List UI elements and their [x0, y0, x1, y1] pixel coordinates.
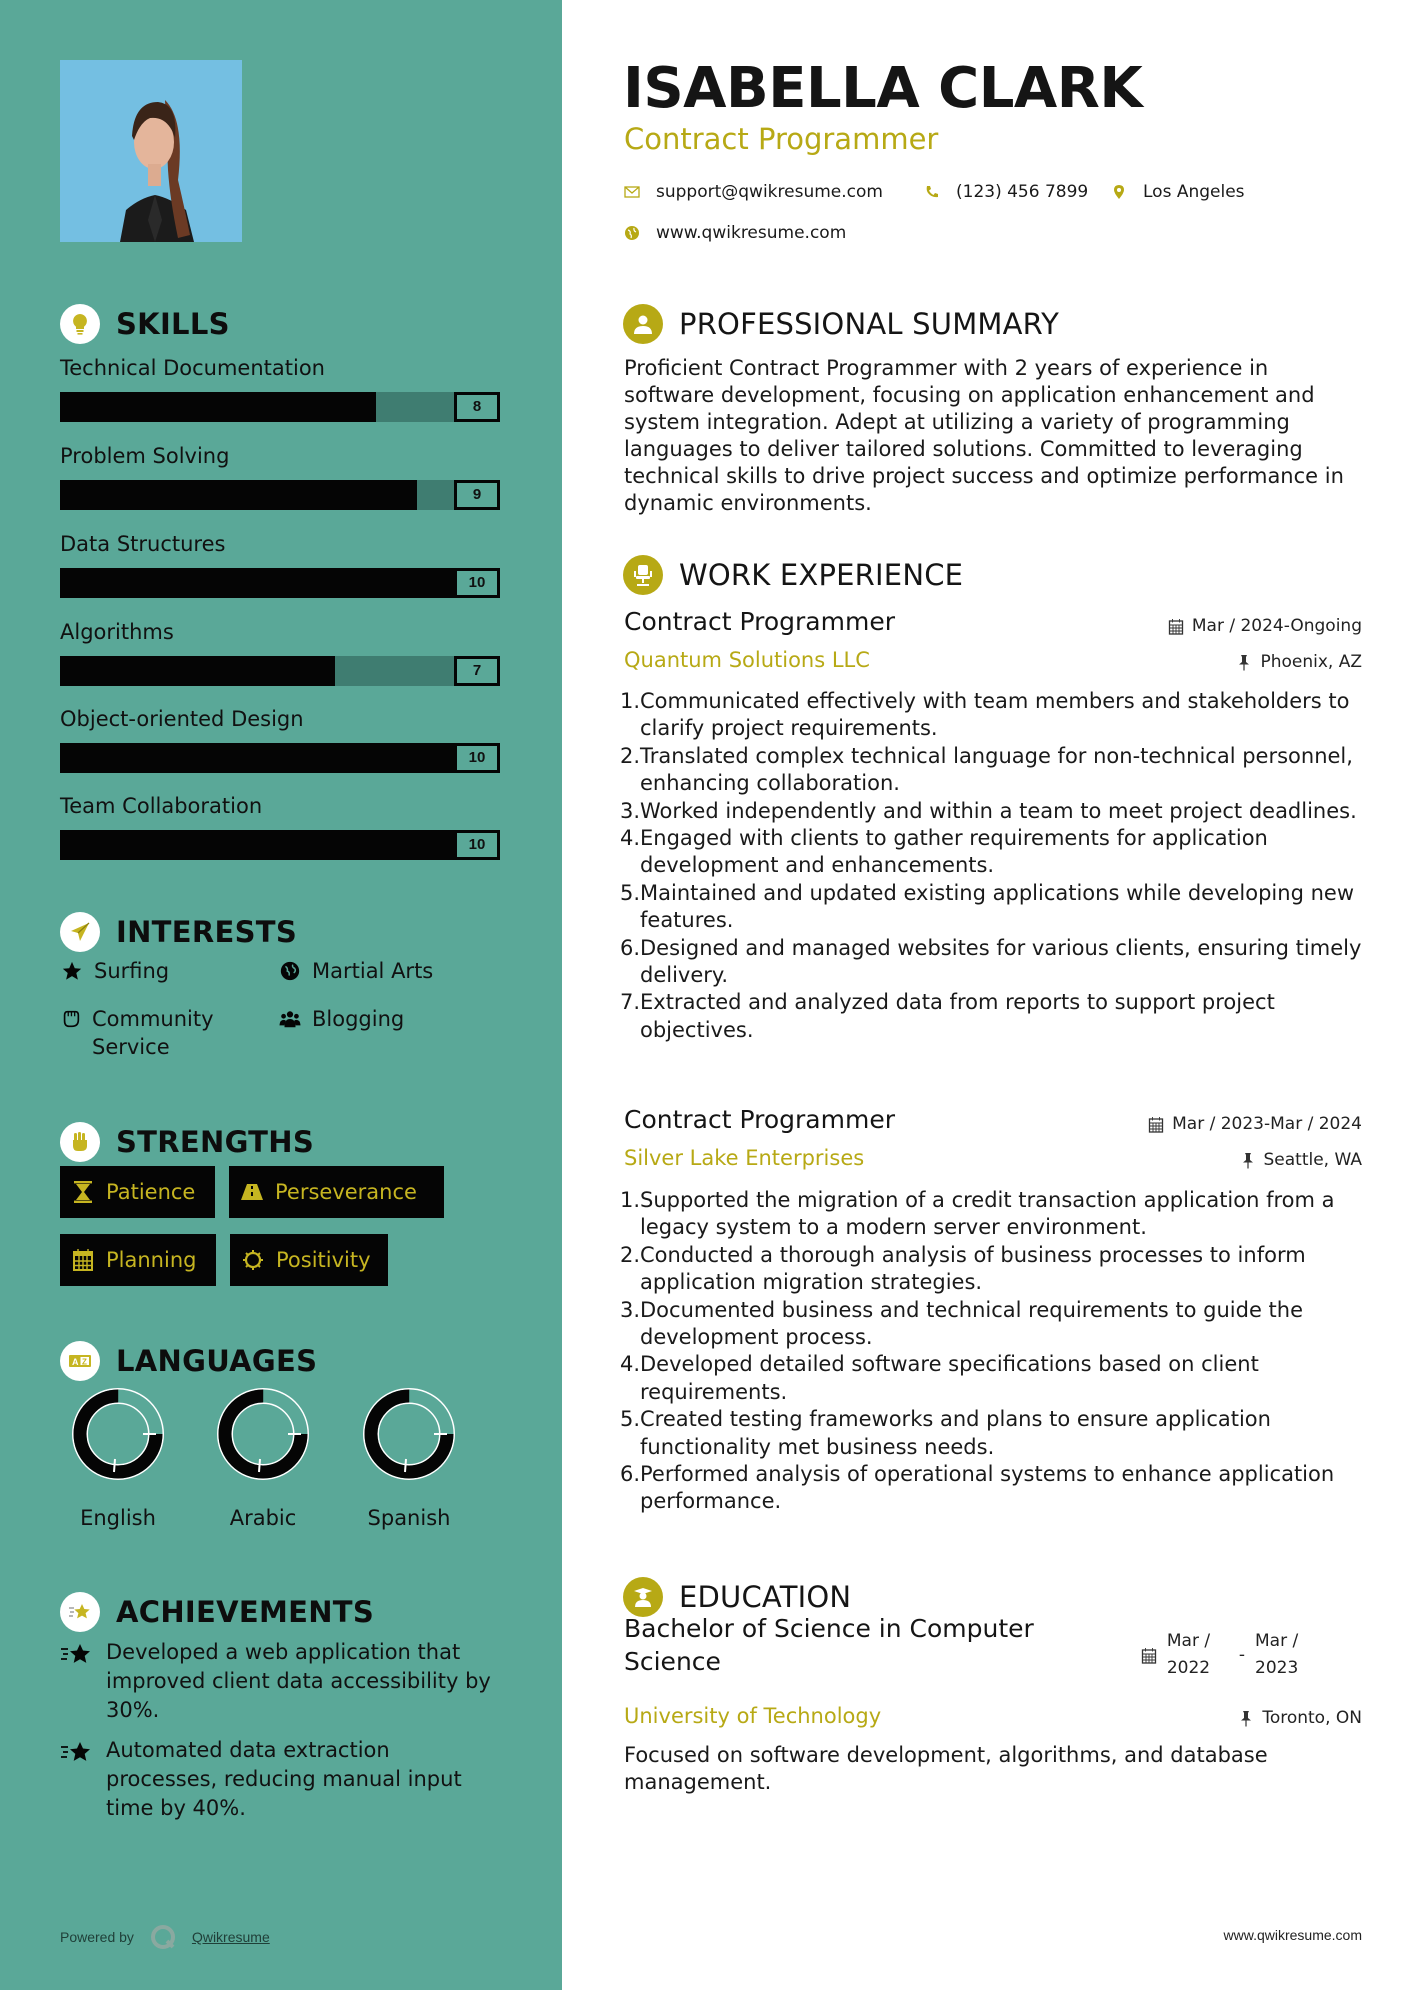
strength-label: Positivity [276, 1248, 371, 1272]
duty-text: Performed analysis of operational systems to enhance application performance. [640, 1462, 1335, 1514]
skill-fill [60, 392, 376, 422]
job-dates-text: Mar / 2024-Ongoing [1191, 616, 1362, 636]
duty-item: 2. Translated complex technical language for non-technical personnel, enhancing collaboration. [620, 743, 1380, 798]
skill-label: Team Collaboration [60, 794, 263, 818]
qwikresume-link[interactable]: Qwikresume [191, 1929, 270, 1945]
hourglass-icon [72, 1180, 94, 1204]
duty-item: 5. Created testing frameworks and plans to ensure application functionality met business needs. [620, 1406, 1380, 1461]
skills-heading [60, 304, 230, 344]
office-chair-icon [623, 555, 663, 595]
calendar-icon [1148, 1116, 1164, 1133]
svg-text:Z: Z [82, 1357, 87, 1367]
duty-text: Developed detailed software specifications based on client requirements. [640, 1352, 1259, 1404]
sun-icon [242, 1248, 264, 1272]
duty-text: Translated complex technical language for non-technical personnel, enhancing collaboration. [640, 743, 1353, 796]
skill-score: 10 [454, 830, 500, 860]
skill-item [60, 790, 500, 860]
hand-fist-icon [60, 1005, 82, 1033]
languages-title: LANGUAGES [116, 1344, 318, 1378]
summary-text: Proficient Contract Programmer with 2 years of experience in software development, focusing on application enhancement and system integration. Adept at utilizing a variety of programming languages to deliver tailored solutions. Committed to leveraging technical skills to drive project success and optimize performance in dynamic environments. [624, 356, 1344, 515]
shooting-star-icon [60, 1592, 100, 1632]
language-item [68, 1386, 168, 1530]
job-dates-text: Mar / 2023-Mar / 2024 [1172, 1114, 1362, 1134]
date-separator: - [1238, 1644, 1245, 1665]
skill-item [60, 440, 500, 510]
job-duties [620, 688, 1380, 1044]
globe-icon [624, 225, 640, 241]
summary-heading [623, 304, 1059, 344]
user-icon [623, 304, 663, 344]
duty-text: Maintained and updated existing applications while developing new features. [640, 880, 1354, 933]
language-icon [60, 1341, 100, 1381]
shooting-star-icon [60, 1638, 94, 1725]
skill-score: 9 [454, 480, 500, 510]
duty-text: Conducted a thorough analysis of business processes to inform application migration strategies. [640, 1242, 1306, 1295]
shooting-star-icon [60, 1736, 94, 1823]
duty-item: 6. Performed analysis of operational systems to enhance application performance. [620, 1461, 1380, 1516]
skill-item [60, 528, 500, 598]
contact-email [624, 182, 883, 202]
candidate-title: Contract Programmer [624, 122, 939, 156]
skill-label: Data Structures [60, 532, 226, 556]
skill-label: Object-oriented Design [60, 707, 304, 731]
language-level-ring [70, 1386, 166, 1482]
skill-item [60, 352, 500, 422]
contact-location [1111, 182, 1245, 202]
skill-bar [60, 392, 500, 422]
duty-text: Designed and managed websites for various clients, ensuring timely delivery. [640, 935, 1362, 988]
road-icon [241, 1180, 263, 1204]
duty-item: 1. Communicated effectively with team members and stakeholders to clarify project requirements. [620, 688, 1380, 743]
education-end: Mar / 2023 [1255, 1631, 1299, 1678]
strength-label: Perseverance [275, 1180, 417, 1204]
star-icon [60, 957, 84, 985]
achievement-item [60, 1638, 500, 1725]
skill-score: 8 [454, 392, 500, 422]
experience-title: WORK EXPERIENCE [679, 558, 964, 592]
powered-by [60, 1922, 270, 1952]
job-duties [620, 1187, 1380, 1516]
graduate-icon [623, 1577, 663, 1617]
envelope-icon [624, 184, 640, 200]
skill-bar [60, 568, 500, 598]
duty-item: 7. Extracted and analyzed data from reports to support project objectives. [620, 989, 1380, 1044]
interest-item [278, 957, 433, 985]
strength-label: Planning [106, 1248, 197, 1272]
achievement-text: Automated data extraction processes, reducing manual input time by 40%. [106, 1738, 462, 1820]
skill-score: 10 [454, 568, 500, 598]
job-title: Contract Programmer [624, 1105, 895, 1134]
duty-item: 2. Conducted a thorough analysis of business processes to inform application migration strategies. [620, 1242, 1380, 1297]
pushpin-icon [1240, 1152, 1256, 1169]
strength-chip [229, 1166, 444, 1218]
interest-item [60, 1005, 260, 1061]
education-dates [1141, 1628, 1317, 1682]
company-name: Silver Lake Enterprises [624, 1146, 865, 1170]
svg-text:A: A [72, 1357, 79, 1367]
calendar-icon [1168, 618, 1184, 635]
language-item [359, 1386, 459, 1530]
interest-label: Community Service [92, 1007, 214, 1059]
language-level-ring [215, 1386, 311, 1482]
school-name: University of Technology [624, 1704, 882, 1728]
language-label: Spanish [367, 1506, 451, 1530]
phone-text: (123) 456 7899 [956, 182, 1089, 202]
duty-text: Communicated effectively with team members and stakeholders to clarify project requirements. [640, 689, 1350, 741]
duty-text: Created testing frameworks and plans to ensure application functionality met business needs. [640, 1407, 1271, 1459]
pushpin-icon [1236, 654, 1252, 671]
achievement-text: Developed a web application that improved client data accessibility by 30%. [106, 1640, 491, 1722]
strength-chip [60, 1166, 215, 1218]
calendar-icon [1141, 1647, 1157, 1664]
education-start: Mar / 2022 [1166, 1631, 1211, 1678]
language-label: English [80, 1506, 156, 1530]
duty-item: 4. Engaged with clients to gather requirements for application development and enhancements. [620, 825, 1380, 880]
strength-chip [60, 1234, 216, 1286]
interests-title: INTERESTS [116, 915, 298, 949]
skill-item [60, 616, 500, 686]
duty-text: Supported the migration of a credit transaction application from a legacy system to a modern server environment. [640, 1188, 1335, 1240]
skill-fill [60, 480, 417, 510]
job-title: Contract Programmer [624, 607, 895, 636]
skill-bar [60, 743, 500, 773]
raised-fist-icon [60, 1122, 100, 1162]
duty-item: 6. Designed and managed websites for various clients, ensuring timely delivery. [620, 935, 1380, 990]
interest-label: Surfing [94, 959, 170, 983]
map-pin-icon [1111, 184, 1127, 200]
duty-text: Extracted and analyzed data from reports to support project objectives. [640, 990, 1275, 1042]
paper-plane-icon [60, 912, 100, 952]
main-content [562, 0, 1407, 1990]
duty-text: Documented business and technical requirements to guide the development process. [640, 1297, 1303, 1350]
skill-fill [60, 656, 335, 686]
job-dates [1148, 1114, 1362, 1134]
strengths-title: STRENGTHS [116, 1125, 315, 1159]
degree-title: Bachelor of Science in Computer Science [624, 1614, 1034, 1676]
skill-label: Technical Documentation [60, 356, 325, 380]
interest-label: Martial Arts [312, 959, 434, 983]
powered-by-label: Powered by [60, 1929, 134, 1945]
languages-heading [60, 1341, 317, 1381]
education-description: Focused on software development, algorithms, and database management. [624, 1743, 1268, 1794]
strengths-heading [60, 1122, 314, 1162]
skill-fill [60, 568, 456, 598]
footer-website[interactable]: www.qwikresume.com [1223, 1927, 1362, 1943]
strength-label: Patience [106, 1180, 196, 1204]
calendar-icon [72, 1248, 94, 1272]
achievements-title: ACHIEVEMENTS [116, 1595, 375, 1629]
skill-score: 10 [454, 743, 500, 773]
interest-label: Blogging [312, 1007, 405, 1031]
achievements-heading [60, 1592, 374, 1632]
experience-heading [623, 555, 963, 595]
profile-photo-image [60, 60, 242, 242]
job-location-text: Seattle, WA [1263, 1150, 1362, 1170]
duty-item: 4. Developed detailed software specifications based on client requirements. [620, 1351, 1380, 1406]
email-text[interactable]: support@qwikresume.com [656, 182, 883, 202]
interest-item [60, 957, 169, 985]
education-title: EDUCATION [679, 1580, 852, 1614]
globe-icon [278, 957, 302, 985]
skill-bar [60, 656, 500, 686]
education-location-text: Toronto, ON [1262, 1708, 1362, 1728]
skill-bar [60, 830, 500, 860]
location-text: Los Angeles [1143, 182, 1245, 202]
sidebar [0, 0, 562, 1990]
skill-label: Algorithms [60, 620, 174, 644]
job-location-text: Phoenix, AZ [1260, 652, 1362, 672]
duty-item: 1. Supported the migration of a credit transaction application from a legacy system to a modern server environment. [620, 1187, 1380, 1242]
education-heading [623, 1577, 851, 1617]
skill-bar [60, 480, 500, 510]
job-dates [1168, 616, 1362, 636]
website-text[interactable]: www.qwikresume.com [656, 223, 847, 243]
language-label: Arabic [229, 1506, 297, 1530]
candidate-name: ISABELLA CLARK [623, 56, 1143, 121]
duty-item: 5. Maintained and updated existing applications while developing new features. [620, 880, 1380, 935]
language-level-ring [361, 1386, 457, 1482]
profile-photo [60, 60, 242, 242]
users-icon [278, 1005, 302, 1033]
achievement-item [60, 1736, 500, 1823]
summary-title: PROFESSIONAL SUMMARY [679, 307, 1060, 341]
duty-text: Worked independently and within a team to meet project deadlines. [640, 798, 1357, 823]
interest-item [278, 1005, 404, 1033]
phone-icon [924, 184, 940, 200]
education-location [1238, 1708, 1362, 1728]
skill-fill [60, 830, 456, 860]
contact-website [624, 223, 846, 243]
contact-phone [924, 182, 1088, 202]
strength-chip [230, 1234, 388, 1286]
skills-title: SKILLS [116, 307, 230, 341]
interests-heading [60, 912, 297, 952]
duty-text: Engaged with clients to gather requirements for application development and enhancements. [640, 826, 1268, 878]
skill-fill [60, 743, 456, 773]
job-location [1236, 652, 1362, 672]
lightbulb-icon [60, 304, 100, 344]
skill-score: 7 [454, 656, 500, 686]
pushpin-icon [1238, 1710, 1254, 1727]
duty-item: 3. Documented business and technical requirements to guide the development process. [620, 1297, 1380, 1352]
skill-label: Problem Solving [60, 444, 230, 468]
job-location [1240, 1150, 1363, 1170]
company-name: Quantum Solutions LLC [624, 648, 870, 672]
language-item [213, 1386, 313, 1530]
qwikresume-logo-icon [148, 1922, 178, 1952]
skill-item [60, 703, 500, 773]
duty-item: 3. Worked independently and within a team to meet project deadlines. [620, 798, 1380, 825]
